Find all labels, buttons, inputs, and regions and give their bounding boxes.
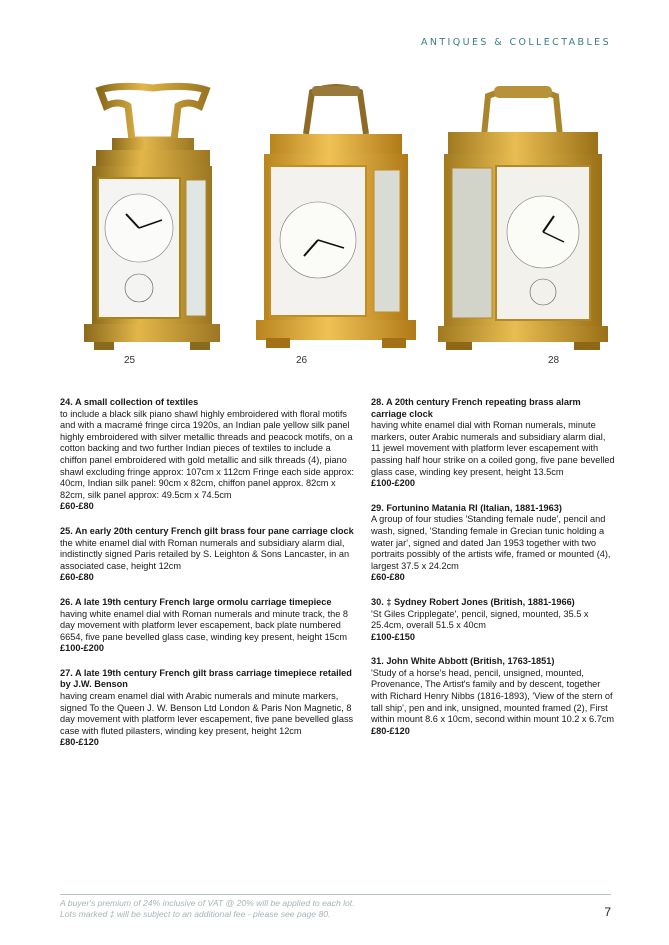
lot-description: A group of four studies 'Standing female nude', pencil and wash, signed, 'Standing female in Grecian tunic holding a water jar', signed and dated Jan 1953 together with two portraits possibly of the artists wife, framed or mounted (4), largest 37.5 x 24.2cm: [371, 514, 611, 571]
lot-27: [60, 668, 360, 749]
lot-estimate: £60-£80: [60, 572, 94, 583]
lot-description: 'Study of a horse's head, pencil, unsigned, mounted, Provenance, The Artist's family and by descent, together with Richard Henry Nibbs (1816-1893), 'View of the stern of tall ship', pen and ink, unsigned, mounted framed (2), First within mount 8.6 x 10cm, second within mount 10.2 x 6.7cm: [371, 667, 615, 725]
photo-label-26: 26: [296, 355, 308, 366]
lot-description: having white enamel dial with Roman numerals and minute track, the 8 day movement with platform lever escapement, back plate numbered 6654, five pane bevelled glass case, winding key present, height 15cm: [60, 608, 349, 642]
footer-notes: [60, 898, 540, 920]
clock-photo-26: [252, 80, 420, 352]
lot-26: [60, 597, 360, 655]
photo-label-28: 28: [548, 355, 560, 366]
lot-29: [371, 503, 616, 584]
lot-title: 26. A late 19th century French large ormolu carriage timepiece: [60, 596, 332, 607]
lot-25: [60, 526, 360, 584]
lot-estimate: £60-£80: [60, 501, 94, 512]
buyers-premium-note: A buyer's premium of 24% inclusive of VAT @ 20% will be applied to each lot.: [60, 898, 355, 908]
lot-estimate: £100-£150: [371, 631, 415, 642]
lot-title: 29. Fortunino Matania RI (Italian, 1881-1963): [371, 502, 562, 513]
lots-column-left: [60, 397, 360, 762]
additional-fee-note: Lots marked ‡ will be subject to an additional fee - please see page 80.: [60, 909, 331, 919]
photo-label-25: 25: [124, 355, 136, 366]
lot-title: 25. An early 20th century French gilt brass four pane carriage clock: [60, 525, 354, 536]
lots-column-right: [371, 397, 616, 750]
lot-31: [371, 656, 616, 737]
section-header: ANTIQUES & COLLECTABLES: [420, 37, 611, 48]
lot-estimate: £60-£80: [371, 572, 405, 583]
lot-title: 27. A late 19th century French gilt brass carriage timepiece retailed by J.W. Benson: [60, 667, 352, 690]
lot-title: 30. ‡ Sydney Robert Jones (British, 1881-1966): [371, 596, 575, 607]
lot-description: to include a black silk piano shawl highly embroidered with floral motifs and with a macramé fringe circa 1920s, an Indian pale yellow silk panel highly embroidered with silver metallic threads and peacock motifs, on a cotton backing and two further Indian pieces of textiles to include a chiffon panel embroidered with gold metallic and silk threads (4), piano shawl excluding fringe approx: 107cm x 112cm Fringe each side approx: 40cm, Indian silk panel: 90cm x 82cm, chiffon panel approx. 82cm x 82cm, silk panel approx: 49.5cm x 74.5cm: [60, 408, 354, 500]
lot-title: 28. A 20th century French repeating brass alarm carriage clock: [371, 397, 581, 419]
lot-description: the white enamel dial with Roman numerals and subsidiary alarm dial, indistinctly signed Paris retailed by S. Leighton & Sons Lancaster, in an associated case, height 12cm: [60, 537, 350, 571]
page-number: 7: [604, 905, 611, 919]
lot-title: 31. John White Abbott (British, 1763-1851): [371, 656, 555, 667]
lot-estimate: £80-£120: [60, 737, 99, 748]
lot-estimate: £100-£200: [371, 478, 415, 489]
lot-30: [371, 597, 616, 643]
footer-divider: [60, 894, 611, 895]
lot-estimate: £80-£120: [371, 725, 410, 736]
lot-description: having white enamel dial with Roman numerals, minute markers, outer Arabic numerals and subsidiary alarm dial, 11 jewel movement with platform lever escapement with passing half hour strike on a coiled gong, five pane bevelled glass case, winding key present, height 13.5cm: [371, 420, 615, 477]
lot-title: 24. A small collection of textiles: [60, 397, 199, 407]
lot-description: having cream enamel dial with Arabic numerals and minute markers, signed To the Queen J. W. Benson Ltd London & Paris Non Magnetic, 8 day movement with platform lever escapement, five pane bevelled glass case with fluted pilasters, winding key present, height 12cm: [60, 691, 354, 736]
lot-28: [371, 397, 616, 490]
lot-24: [60, 397, 360, 513]
lot-estimate: £100-£200: [60, 643, 104, 654]
lot-description: 'St Giles Cripplegate', pencil, signed, mounted, 35.5 x 25.4cm, overall 51.5 x 40cm: [371, 608, 589, 631]
clock-photo-25: [78, 80, 228, 352]
clock-photo-28: [436, 80, 610, 352]
